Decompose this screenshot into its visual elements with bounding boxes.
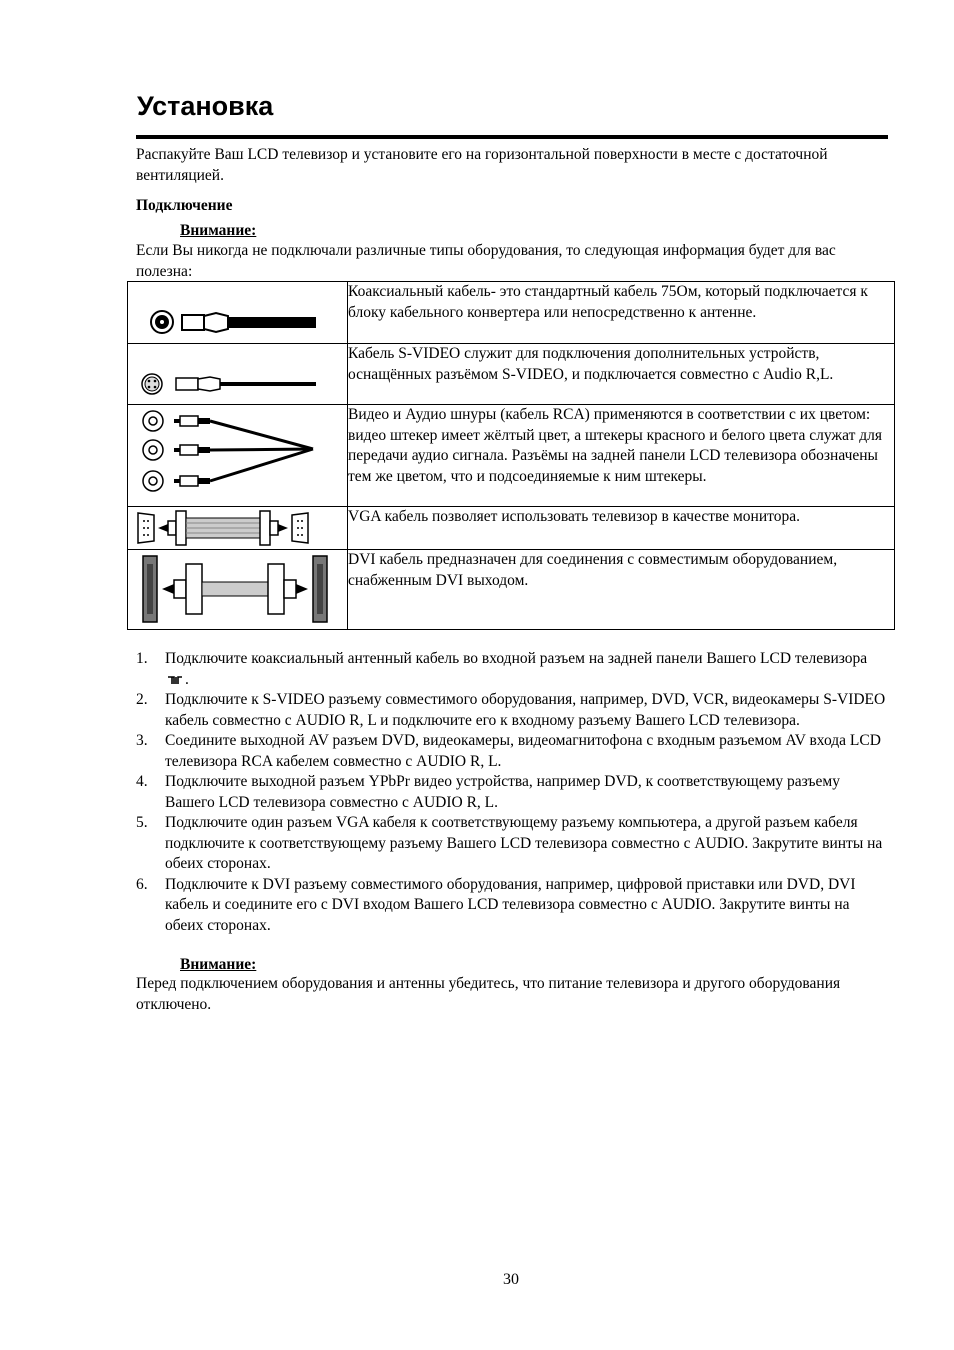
section-heading: Подключение	[136, 197, 233, 214]
list-item	[136, 690, 888, 731]
notice-label: Внимание:	[180, 956, 257, 973]
dvi-cable-icon	[128, 550, 347, 628]
cable-row	[128, 405, 895, 507]
step-text: Подключите к DVI разъему совместимого оборудования, например, цифровой приставки или DVD, DVI кабель и соедините его с DVI входом Вашего LCD телевизора совместно с AUDIO. Закрутите винты на обеих сторонах.	[165, 875, 856, 934]
list-item	[136, 731, 888, 772]
steps-list	[136, 649, 888, 936]
s-video-cable-icon	[128, 344, 347, 404]
cable-image-cell	[128, 405, 348, 507]
step-number: 3.	[136, 732, 148, 749]
step-number: 6.	[136, 875, 148, 893]
vga-cable-icon	[128, 507, 347, 549]
step-text: Подключите выходной разъем YPbPr видео устройства, например DVD, к соответствующему разъему Вашего LCD телевизора совместно с AUDIO R, L.	[165, 773, 840, 811]
list-item	[136, 813, 888, 875]
cable-row	[128, 282, 895, 344]
cable-image-cell	[128, 550, 348, 630]
step-suffix: .	[185, 670, 189, 688]
list-item	[136, 772, 888, 813]
notice-label: Внимание:	[180, 222, 257, 239]
notice-text: Перед подключением оборудования и антенны убедитесь, что питание телевизора и другого оборудования отключено.	[136, 975, 841, 1013]
step-text: Подключите коаксиальный антенный кабель во входной разъем на задней панели Вашего LCD телевизора	[165, 650, 868, 667]
cable-table	[127, 281, 895, 630]
page-title: Установка	[137, 91, 274, 121]
antenna-icon	[167, 675, 183, 685]
cable-description: Видео и Аудио шнуры (кабель RCA) применяются в соответствии с их цветом: видео штекер имеет жёлтый цвет, а штекеры красного и белого цвета служат для передачи аудио сигнала. Разъёмы на задней панели LCD телевизора обозначены тем же цветом, что и подсоединяемые к ним штекеры.	[348, 405, 895, 507]
intro-paragraph: Распакуйте Ваш LCD телевизор и установите его на горизонтальной поверхности в месте с достаточной вентиляцией.	[136, 146, 828, 184]
cable-description: VGA кабель позволяет использовать телевизор в качестве монитора.	[348, 507, 895, 550]
step-number: 2.	[136, 691, 148, 708]
step-text: Подключите к S-VIDEO разъему совместимого оборудования, например, DVD, VCR, видеокамеры S-VIDEO кабель совместно с AUDIO R, L и подключите его к входному разъему Вашего LCD телевизора.	[165, 691, 886, 729]
cable-description: Коаксиальный кабель- это стандартный кабель 75Ом, который подключается к блоку кабельного конвертера или непосредственно к антенне.	[348, 282, 895, 344]
cable-image-cell	[128, 282, 348, 344]
step-number: 1.	[136, 650, 148, 667]
step-text: Подключите один разъем VGA кабеля к соответствующему разъему компьютера, а другой разъем кабеля подключите к соответствующему разъему Вашего LCD телевизора совместно с AUDIO. Закрутите винты на обеих сторонах.	[165, 814, 883, 872]
coaxial-cable-icon	[128, 282, 347, 342]
title-rule	[136, 135, 888, 139]
page-number: 30	[503, 1271, 519, 1288]
step-text: Соедините выходной AV разъем DVD, видеокамеры, видеомагнитофона с входным разъемом AV входа LCD телевизора RCA кабелем совместно с AUDIO R, L.	[165, 732, 881, 770]
cable-row	[128, 550, 895, 630]
list-item	[136, 875, 888, 937]
cable-image-cell	[128, 507, 348, 550]
rca-cable-icon	[128, 405, 347, 505]
cable-description: Кабель S-VIDEO служит для подключения дополнительных устройств, оснащённых разъёмом S-VIDEO, и подключается совместно с Audio R,L.	[348, 344, 895, 405]
cable-description: DVI кабель предназначен для соединения с совместимым оборудованием, снабженным DVI выходом.	[348, 550, 895, 630]
list-item	[136, 649, 888, 690]
step-number: 4.	[136, 773, 148, 790]
cable-row	[128, 507, 895, 550]
notice-text: Если Вы никогда не подключали различные типы оборудования, то следующая информация будет для вас полезна:	[136, 242, 836, 280]
cable-row	[128, 344, 895, 405]
cable-image-cell	[128, 344, 348, 405]
step-number: 5.	[136, 814, 148, 831]
